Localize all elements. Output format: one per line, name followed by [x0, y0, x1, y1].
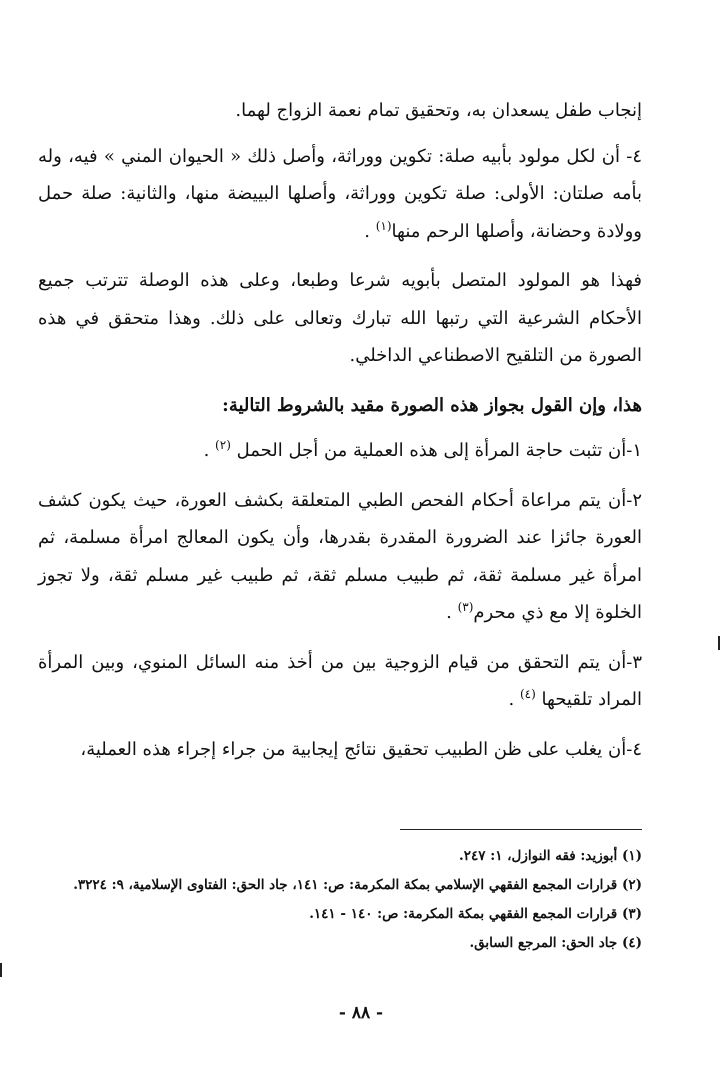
- paragraph-text: ٤-أن يغلب على ظن الطبيب تحقيق نتائج إيجابية من جراء إجراء هذه العملية،: [80, 738, 642, 760]
- footnote-3: (٣) قرارات المجمع الفقهي بمكة المكرمة: ص: ١٤٠ - ١٤١.: [309, 906, 642, 922]
- footnote-ref: (٤): [519, 687, 536, 701]
- footnote-divider: [400, 829, 642, 830]
- paragraph-condition-1: [38, 432, 642, 470]
- footnote-ref: (٣): [457, 600, 474, 614]
- paragraph-tail: .: [508, 689, 520, 710]
- paragraph-tail: .: [364, 220, 376, 242]
- paragraph-tail: .: [203, 440, 216, 461]
- paragraph-condition-4: [38, 731, 642, 769]
- footnotes: [42, 842, 642, 958]
- paragraph-text: ٣-أن يتم التحقق من قيام الزوجية بين من أخذ منه السائل المنوي، وبين المرأة المراد تلقيحها: [38, 651, 642, 710]
- scan-edge-mark: [718, 636, 720, 650]
- page-number: - ٨٨ -: [338, 1003, 384, 1023]
- footnote-2: (٢) قرارات المجمع الفقهي الإسلامي بمكة المكرمة: ص: ١٤١، جاد الحق: الفتاوى الإسلامية، ٩: ٣٢٢٤.: [73, 877, 642, 893]
- scan-edge-mark: [0, 963, 2, 977]
- footnote-ref: (١): [375, 218, 392, 233]
- paragraph-condition-2: [38, 482, 642, 632]
- paragraph-text: إنجاب طفل يسعدان به، وتحقيق تمام نعمة الزواج لهما.: [235, 100, 642, 121]
- footnote-4: (٤) جاد الحق: المرجع السابق.: [469, 935, 642, 951]
- footnote-1: (١) أبوزيد: فقه النوازل، ١: ٢٤٧.: [459, 848, 642, 864]
- paragraph-conclusion: [38, 262, 642, 375]
- main-text: [38, 92, 642, 780]
- paragraph-conditions-heading: [38, 387, 642, 425]
- paragraph-condition-3: [38, 644, 642, 719]
- paragraph-intro: [38, 92, 642, 130]
- paragraph-text: ٢-أن يتم مراعاة أحكام الفحص الطبي المتعلقة بكشف العورة، حيث يكون كشف العورة جائزا عند الضرورة المقدرة بقدرها، وأن يكون المعالج امرأة مسلمة، ثم امرأة غير مسلمة ثقة، ثم طبيب مسلم ثقة، ثم طبيب غير مسلم ثقة، ولا تجوز الخلوة إلا مع ذي محرم: [38, 489, 642, 623]
- paragraph-text: ١-أن تثبت حاجة المرأة إلى هذه العملية من أجل الحمل: [236, 440, 642, 461]
- paragraph-text: هذا، وإن القول بجواز هذه الصورة مقيد بالشروط التالية:: [222, 394, 642, 416]
- paragraph-tail: .: [446, 602, 458, 623]
- paragraph-text: ٤- أن لكل مولود بأبيه صلة: تكوين ووراثة، وأصل ذلك « الحيوان المني » فيه، وله بأمه صلتان: الأولى: صلة تكوين ووراثة، وأصلها البييضة منها، والثانية: صلة حمل وولادة وحضانة، وأصلها الرحم منها: [38, 145, 643, 242]
- paragraph-text: فهذا هو المولود المتصل بأبويه شرعا وطبعا، وعلى هذه الوصلة تترتب جميع الأحكام الشرعية التي رتبها الله تبارك وتعالى على ذلك. وهذا متحقق في هذه الصورة من التلقيح الاصطناعي الداخلي.: [38, 270, 642, 366]
- footnote-ref: (٢): [215, 438, 231, 452]
- paragraph-point-4: [38, 138, 642, 251]
